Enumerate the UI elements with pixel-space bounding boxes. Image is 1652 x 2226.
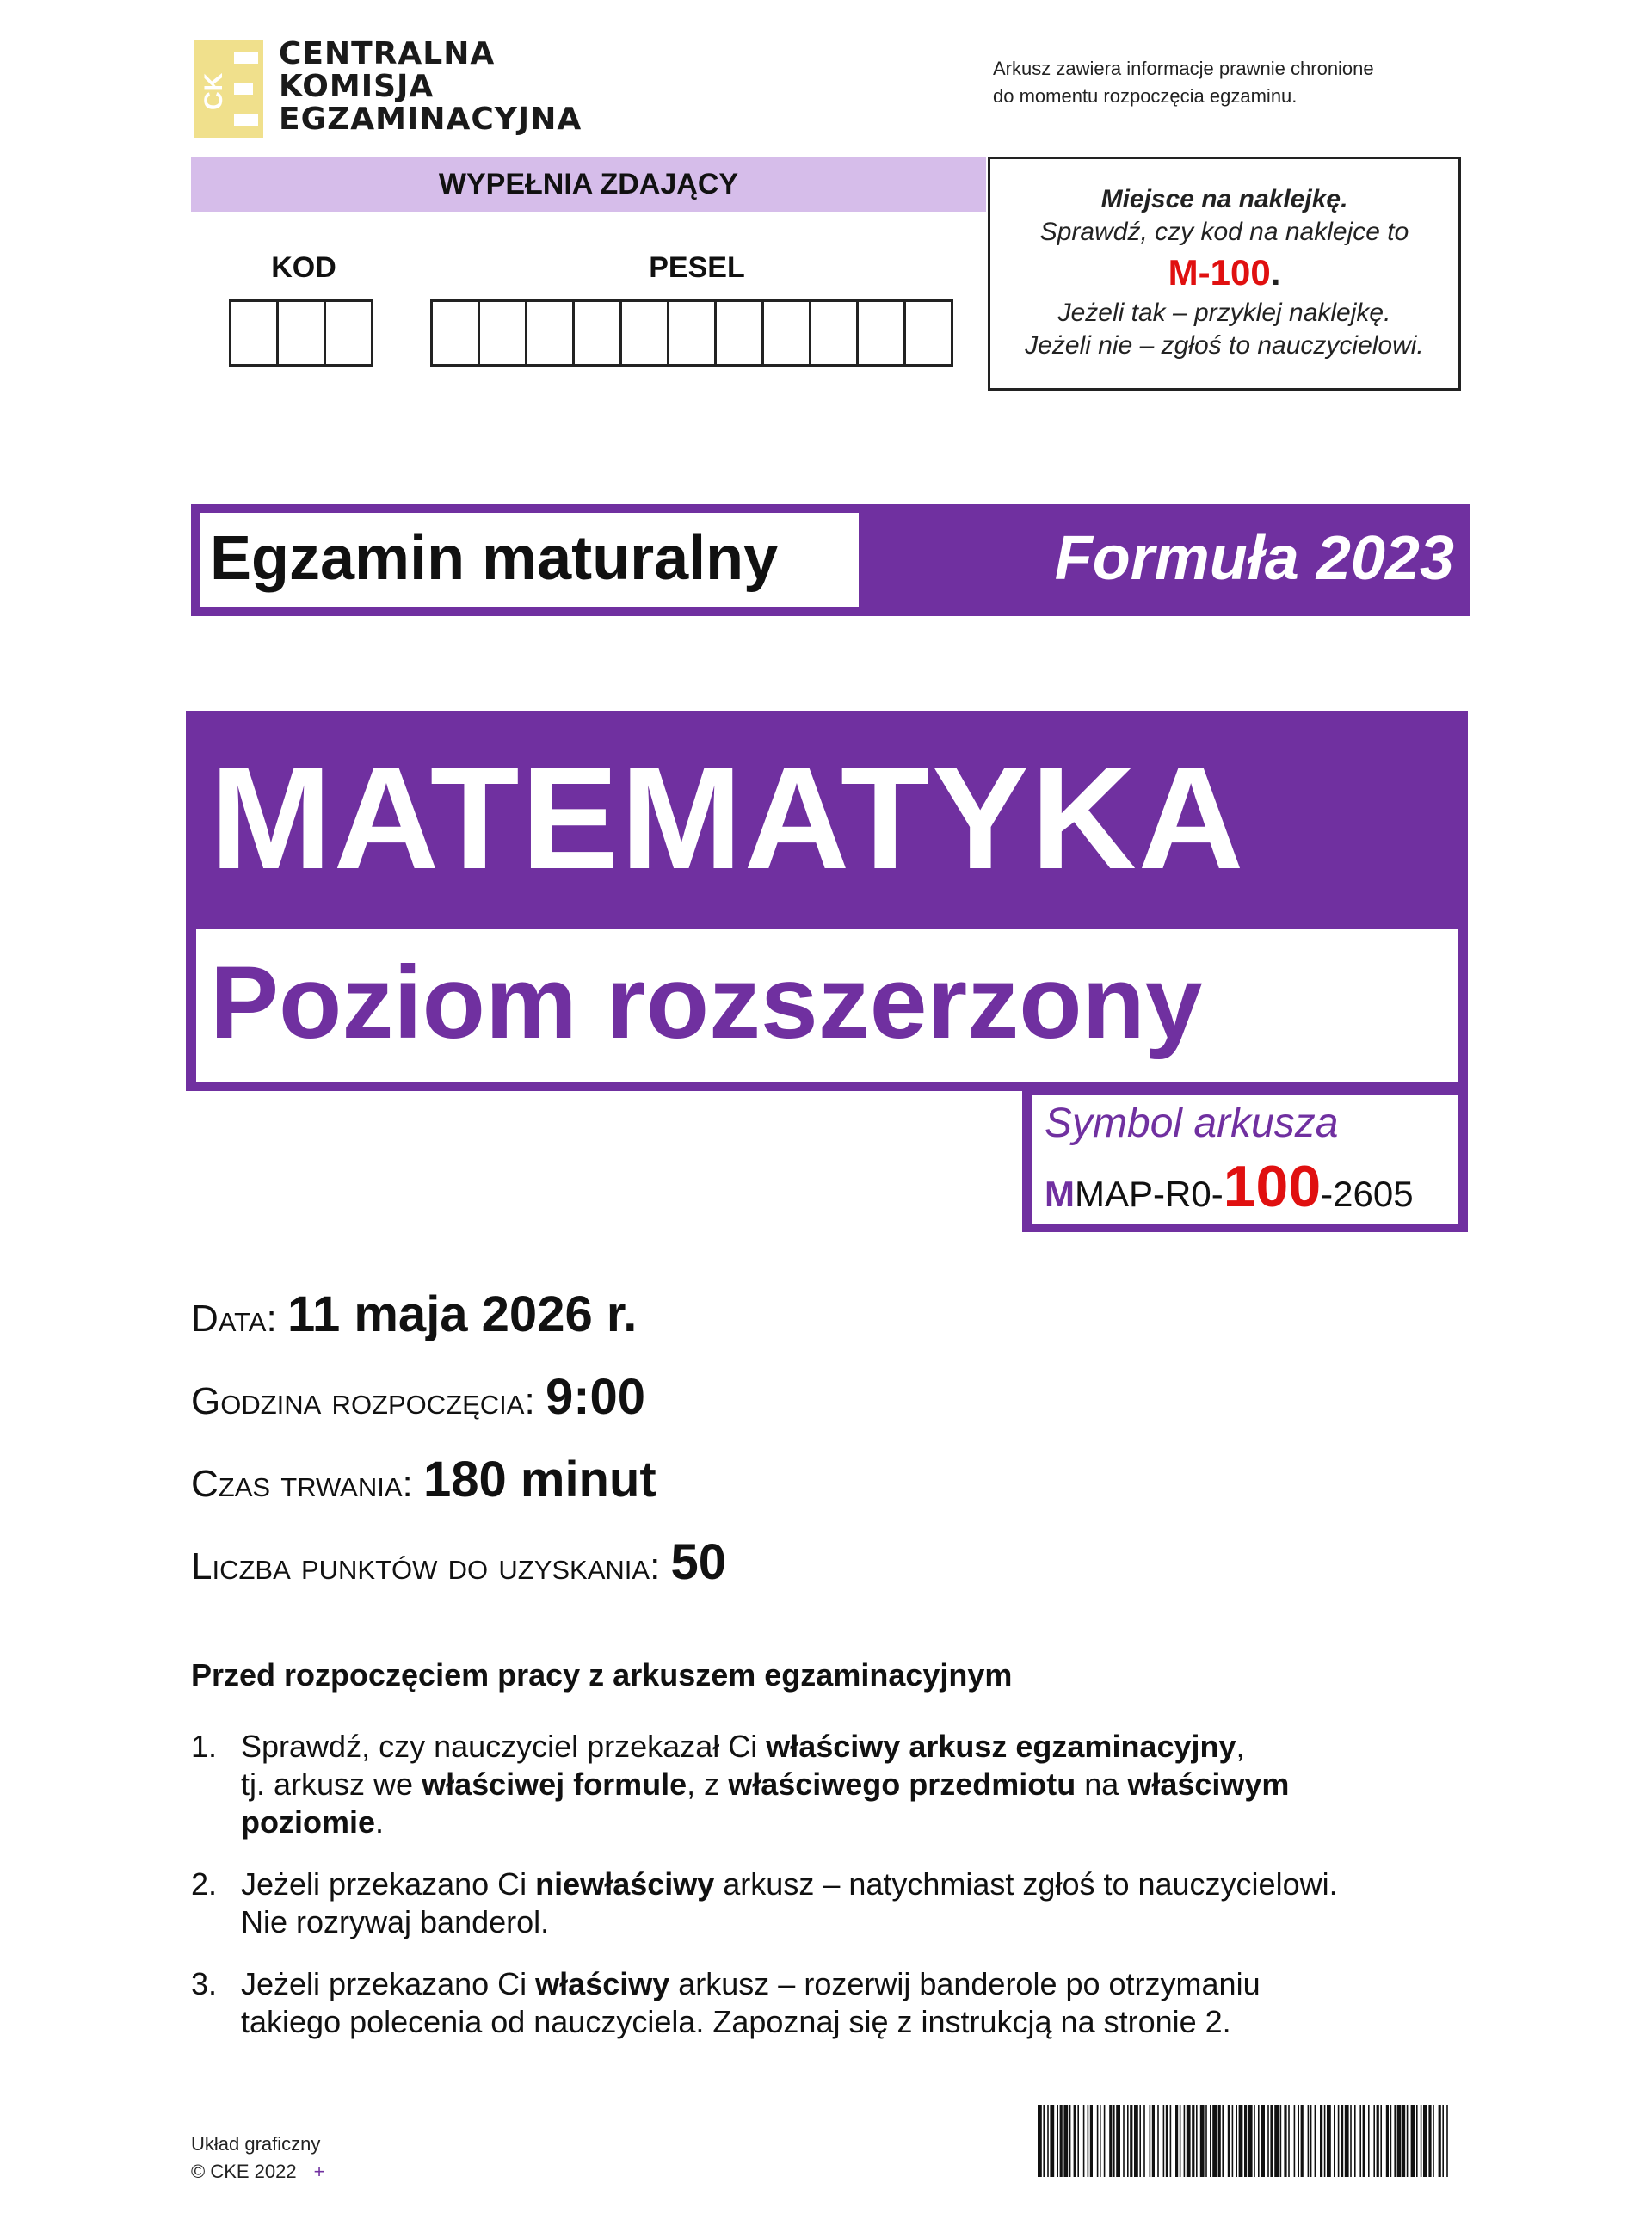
kod-input-boxes[interactable] [229,299,373,367]
info-start [191,1368,645,1426]
barcode [1038,2105,1449,2177]
symbol-code-number: 100 [1223,1154,1322,1219]
legal-notice-line-2: do momentu rozpoczęcia egzaminu. [993,85,1298,107]
start-label: Godzina rozpoczęcia: [191,1380,535,1422]
instruction-number: 3. [191,1966,218,2001]
sticker-no-text: Jeżeli nie – zgłoś to nauczycielowi. [1025,331,1424,360]
sticker-code-value: M-100 [1168,252,1271,293]
sticker-check-text: Sprawdź, czy kod na naklejce to [1039,218,1409,246]
sticker-code-suffix: . [1270,252,1281,293]
kod-label: KOD [271,251,336,284]
points-value: 50 [670,1534,727,1590]
points-label: Liczba punktów do uzyskania: [191,1545,661,1588]
pesel-digit-box[interactable] [433,302,480,364]
pesel-digit-box[interactable] [717,302,764,364]
subject-level: Poziom rozszerzony [210,945,1203,1060]
logo-line-1: CENTRALNA [279,36,496,71]
sticker-area [988,157,1461,391]
pesel-digit-box[interactable] [764,302,811,364]
instructions-heading: Przed rozpoczęciem pracy z arkuszem egzaminacyjnym [191,1657,1013,1693]
pesel-digit-box[interactable] [527,302,575,364]
symbol-code-m: M [1045,1174,1075,1214]
cke-logo-mark [194,40,263,138]
pesel-digit-box[interactable] [622,302,669,364]
duration-label: Czas trwania: [191,1463,413,1505]
symbol-label: Symbol arkusza [1045,1101,1339,1146]
date-label: Data: [191,1298,277,1340]
date-value: 11 maja 2026 r. [287,1286,638,1342]
pesel-digit-box[interactable] [811,302,859,364]
duration-value: 180 minut [422,1452,656,1508]
pesel-digit-box[interactable] [859,302,906,364]
legal-notice [993,55,1374,110]
pesel-digit-box[interactable] [575,302,622,364]
pesel-digit-box[interactable] [669,302,717,364]
start-value: 9:00 [545,1369,646,1425]
symbol-code-prefix: MAP-R0- [1075,1174,1224,1214]
symbol-code-suffix: -2605 [1321,1174,1414,1214]
pesel-label: PESEL [649,251,745,284]
kod-digit-box[interactable] [326,302,371,364]
exam-title: Egzamin maturalny [210,524,779,593]
footer-line-2: © CKE 2022 [191,2161,297,2182]
pesel-input-boxes[interactable] [430,299,953,367]
exam-formula: Formuła 2023 [1054,524,1454,593]
instruction-number: 1. [191,1729,218,1764]
subject-title: MATEMATYKA [210,737,1246,900]
fill-section-header: WYPEŁNIA ZDAJĄCY [191,157,986,212]
cke-logo-text [279,38,582,136]
info-date [191,1286,637,1343]
legal-notice-line-1: Arkusz zawiera informacje prawnie chronione [993,58,1374,79]
footer-line-1: Układ graficzny [191,2133,321,2155]
kod-digit-box[interactable] [231,302,279,364]
pesel-digit-box[interactable] [906,302,951,364]
footer-plus: + [313,2161,325,2182]
logo-line-2: KOMISJA [279,69,435,104]
logo-mark-letters: CK [200,72,228,110]
sticker-yes-text: Jeżeli tak – przyklej naklejkę. [1057,299,1391,327]
pesel-digit-box[interactable] [480,302,527,364]
sticker-code [990,249,1458,297]
info-points [191,1533,726,1591]
footer [191,2130,324,2186]
logo-line-3: EGZAMINACYJNA [279,102,583,137]
instruction-number: 2. [191,1866,218,1902]
sticker-title: Miejsce na naklejkę. [1100,185,1348,213]
symbol-code [1045,1153,1414,1220]
info-duration [191,1451,656,1508]
kod-digit-box[interactable] [279,302,326,364]
